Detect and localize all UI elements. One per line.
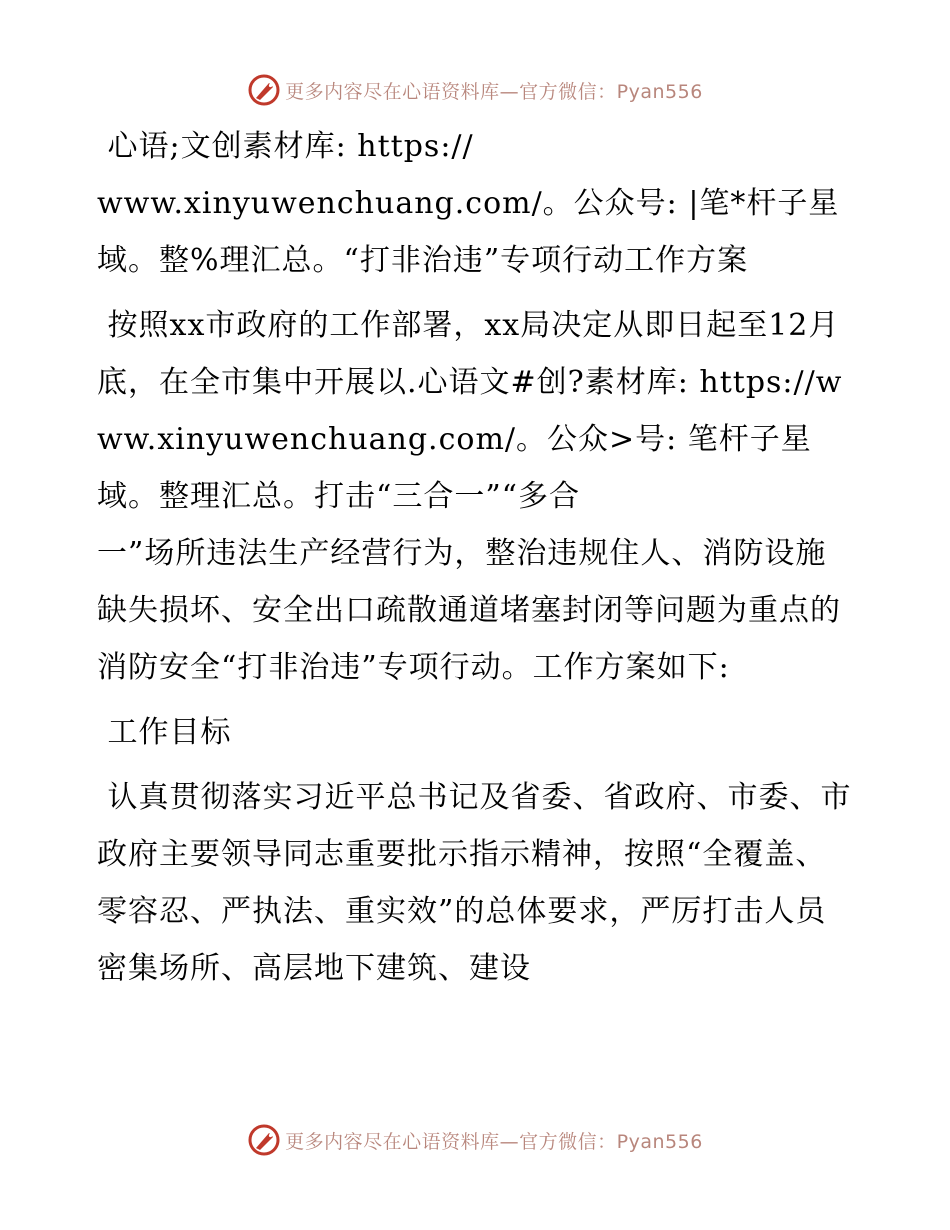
watermark-text: 更多内容尽在心语资料库—官方微信：Pyan556: [285, 1130, 703, 1153]
paragraph-goal: 认真贯彻落实习近平总书记及省委、省政府、市委、市政府主要领导同志重要批示指示精神，按照“全覆盖、零容忍、严执法、重实效”的总体要求，严厉打击人员密集场所、高层地下建筑、建设: [97, 780, 852, 986]
paragraph-plan: 按照xx市政府的工作部署，xx局决定从即日起至12月底，在全市集中开展以.心语文#创?素材库: https://www.xinyuwenchuang.com/。公众>号: 笔杆子星域。整理汇总。打击“三合一”“多合 一”场所违法生产经营行为，整治违规住人、消防设施缺失损坏、安全出口疏散通道堵塞封闭等问题为重点的消防安全“打非治违”专项行动。工作方案如下:: [97, 308, 843, 685]
header-watermark-banner: [0, 70, 950, 110]
paragraph-intro: 心语;文创素材库: https:// www.xinyuwenchuang.com/。公众号: |笔*杆子星域。整%理汇总。“打非治违”专项行动工作方案: [97, 129, 840, 278]
footer-watermark-banner: [0, 1120, 950, 1160]
watermark-text: 更多内容尽在心语资料库—官方微信：Pyan556: [285, 80, 703, 103]
document-body: [97, 118, 857, 1005]
pen-nib-logo-icon: [247, 1123, 281, 1157]
pen-nib-logo-icon: [247, 73, 281, 107]
section-heading-goal: 工作目标: [97, 715, 232, 750]
